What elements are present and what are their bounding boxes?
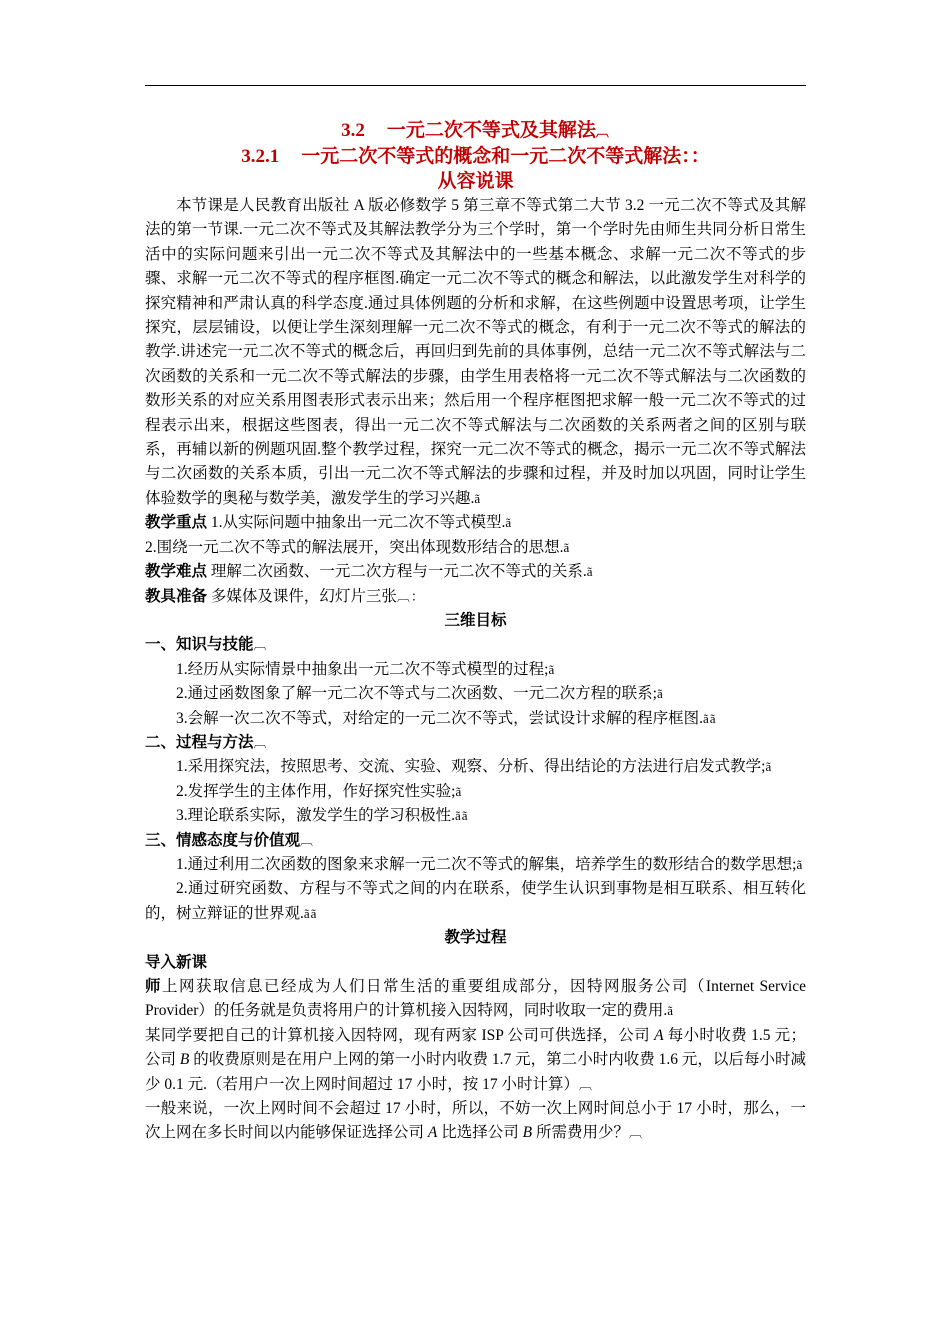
intro-new-text: 导入新课	[145, 953, 208, 971]
goal-item	[145, 682, 806, 706]
section-title: 从容说课	[437, 171, 514, 192]
question-text: 比选择公司	[437, 1124, 523, 1142]
problem-text: 某同学要把自己的计算机接入因特网，现有两家 ISP 公司可供选择，公司	[145, 1026, 655, 1044]
key-points-line1	[145, 511, 806, 535]
goal-item-text: 3.会解一次二次不等式，对给定的一元二次不等式，尝试设计求解的程序框图.	[176, 709, 704, 727]
intro-paragraph	[145, 194, 806, 511]
teacher-label: 师	[145, 978, 162, 995]
company-a: A	[654, 1026, 664, 1044]
teacher-paragraph	[145, 975, 806, 1024]
tools-label: 教具准备	[145, 587, 208, 605]
goal-heading-1	[145, 633, 806, 657]
company-b: B	[179, 1051, 190, 1069]
goal-heading-2	[145, 731, 806, 755]
goal-item-text: 1.采用探究法，按照思考、交流、实验、观察、分析、得出结论的方法进行启发式教学;	[176, 758, 766, 776]
heading-mark: ︹	[300, 832, 315, 848]
heading-mark: ︹	[253, 637, 268, 653]
subtitle-text: 一元二次不等式的概念和一元二次不等式解法	[301, 146, 682, 167]
goal-item-text: 2.通过函数图象了解一元二次不等式与二次函数、一元二次方程的联系;	[176, 685, 657, 703]
key-points-label: 教学重点	[145, 514, 208, 532]
para-mark: ãã	[703, 710, 717, 726]
para-mark: ã	[505, 515, 513, 531]
goal-item-text: 2.发挥学生的主体作用，作好探究性实验;	[176, 782, 456, 800]
para-mark: ã	[765, 759, 773, 775]
goal-item	[145, 804, 806, 828]
goal-item-text: 3.理论联系实际，激发学生的学习积极性.	[176, 807, 456, 825]
para-mark: ã	[656, 686, 664, 702]
difficulty-label: 教学难点	[145, 563, 208, 581]
para-mark: ãã	[455, 808, 469, 824]
goals-title: 三维目标	[444, 611, 507, 629]
page-title	[145, 118, 806, 144]
difficulty-line	[145, 560, 806, 584]
para-mark: ã	[563, 539, 571, 555]
problem-paragraph	[145, 1024, 806, 1097]
company-a: A	[427, 1124, 438, 1142]
para-mark: ︹	[628, 1125, 643, 1141]
title-number: 3.2	[341, 120, 365, 141]
goal-heading-3	[145, 829, 806, 853]
difficulty-text: 理解二次函数、一元二次方程与一元二次不等式的关系.	[210, 563, 587, 581]
intro-text: 本节课是人民教育出版社 A 版必修数学 5 第三章不等式第二大节 3.2 一元二次不等式及其解法的第一节课.一元二次不等式及其解法教学分为三个学时，第一个学时先由师生共同分析日常生活中的实际问题来引出一元二次不等式及其解法中的一些基本概念、求解一元二次不等式的步骤、求解一元二次不等式的程序框图.确定一元二次不等式的概念和解法，以此激发学生对科学的探究精神和严肃认真的科学态度.通过具体例题的分析和求解，在这些例题中设置思考项，让学生探究，层层铺设，以便让学生深刻理解一元二次不等式的概念，有利于一元二次不等式的解法的教学.讲述完一元二次不等式的概念后，再回归到先前的具体事例，总结一元二次不等式解法与二次函数的关系和一元二次不等式解法的步骤，由学生用表格将一元二次不等式解法与二次函数的数形关系的对应关系用图表形式表示出来；然后用一个程序框图把求解一般一元二次不等式的过程表示出来，根据这些图表，得出一元二次不等式解法与二次函数的关系两者之间的区别与联系，再辅以新的例题巩固.整个教学过程，探究一元二次不等式的概念，揭示一元二次不等式解法与二次函数的关系本质，引出一元二次不等式解法的步骤和过程，并及时加以巩固，同时让学生体验数学的奥秘与数学美，激发学生的学习兴趣.	[145, 197, 806, 507]
document-body	[145, 118, 806, 1146]
goal-item-text: 2.通过研究函数、方程与不等式之间的内在联系，使学生认识到事物是相互联系、相互转化的，树立辩证的世界观.	[145, 880, 806, 922]
key-points-text: 1.从实际问题中抽象出一元二次不等式模型.	[210, 514, 506, 532]
key-points-text-2: 2.围绕一元二次不等式的解法展开，突出体现数形结合的思想.	[145, 538, 564, 556]
teacher-text: 上网获取信息已经成为人们日常生活的重要组成部分，因特网服务公司（Internet Service Provider）的任务就是负责将用户的计算机接入因特网，同时收取一定的费用.	[145, 978, 806, 1020]
goal-item	[145, 877, 806, 926]
heading-mark: ︹	[253, 734, 268, 750]
goal-item-text: 1.经历从实际情景中抽象出一元二次不等式模型的过程;	[176, 660, 549, 678]
subtitle-mark: ：：	[681, 146, 710, 167]
goal-item	[145, 755, 806, 779]
company-b: B	[522, 1124, 533, 1142]
goal-heading-text: 三、情感态度与价值观	[145, 831, 301, 849]
subtitle-number: 3.2.1	[241, 146, 280, 167]
page-subtitle	[145, 144, 806, 169]
para-mark: ︹	[579, 1076, 594, 1092]
title-mark: ︹	[595, 124, 610, 139]
goal-heading-text: 二、过程与方法	[145, 733, 254, 751]
goal-item	[145, 853, 806, 877]
question-paragraph	[145, 1097, 806, 1146]
para-mark: ã	[796, 856, 804, 872]
tools-text: 多媒体及课件，幻灯片三张	[210, 587, 397, 605]
key-points-line2	[145, 536, 806, 560]
goal-heading-text: 一、知识与技能	[145, 636, 254, 654]
para-mark: ã	[586, 564, 594, 580]
para-mark: ã	[548, 661, 556, 677]
question-text: 所需费用少？	[532, 1124, 629, 1142]
process-title: 教学过程	[444, 929, 507, 947]
problem-text: 的收费原则是在用户上网的第一小时内收费 1.7 元，第二小时内收费 1.6 元，以后每小时减少 0.1 元.（若用户一次上网时间超过 17 小时，按 17 小时计算）	[145, 1051, 806, 1093]
question-text: 一般来说，一次上网时间不会超过 17 小时，所以，不妨一次上网时间总小于 17 小时，那么，一次上网在多长时间以内能够保证选择公司	[145, 1100, 806, 1142]
goal-item	[145, 780, 806, 804]
para-mark: ã	[667, 1003, 675, 1019]
tools-line	[145, 585, 806, 609]
title-text: 一元二次不等式及其解法	[386, 120, 596, 141]
para-mark: ãã	[303, 905, 318, 921]
para-mark: ã	[474, 490, 482, 506]
intro-new-heading	[145, 951, 806, 975]
goal-item	[145, 707, 806, 731]
tools-mark: ︹：	[396, 588, 425, 604]
para-mark: ã	[455, 783, 463, 799]
header-rule	[145, 85, 806, 86]
goal-item	[145, 658, 806, 682]
problem-text: 每小时收费 1.5 元；公司	[145, 1026, 806, 1069]
goal-item-text: 1.通过利用二次函数的图象来求解一元二次不等式的解集，培养学生的数形结合的数学思想;	[176, 855, 797, 873]
